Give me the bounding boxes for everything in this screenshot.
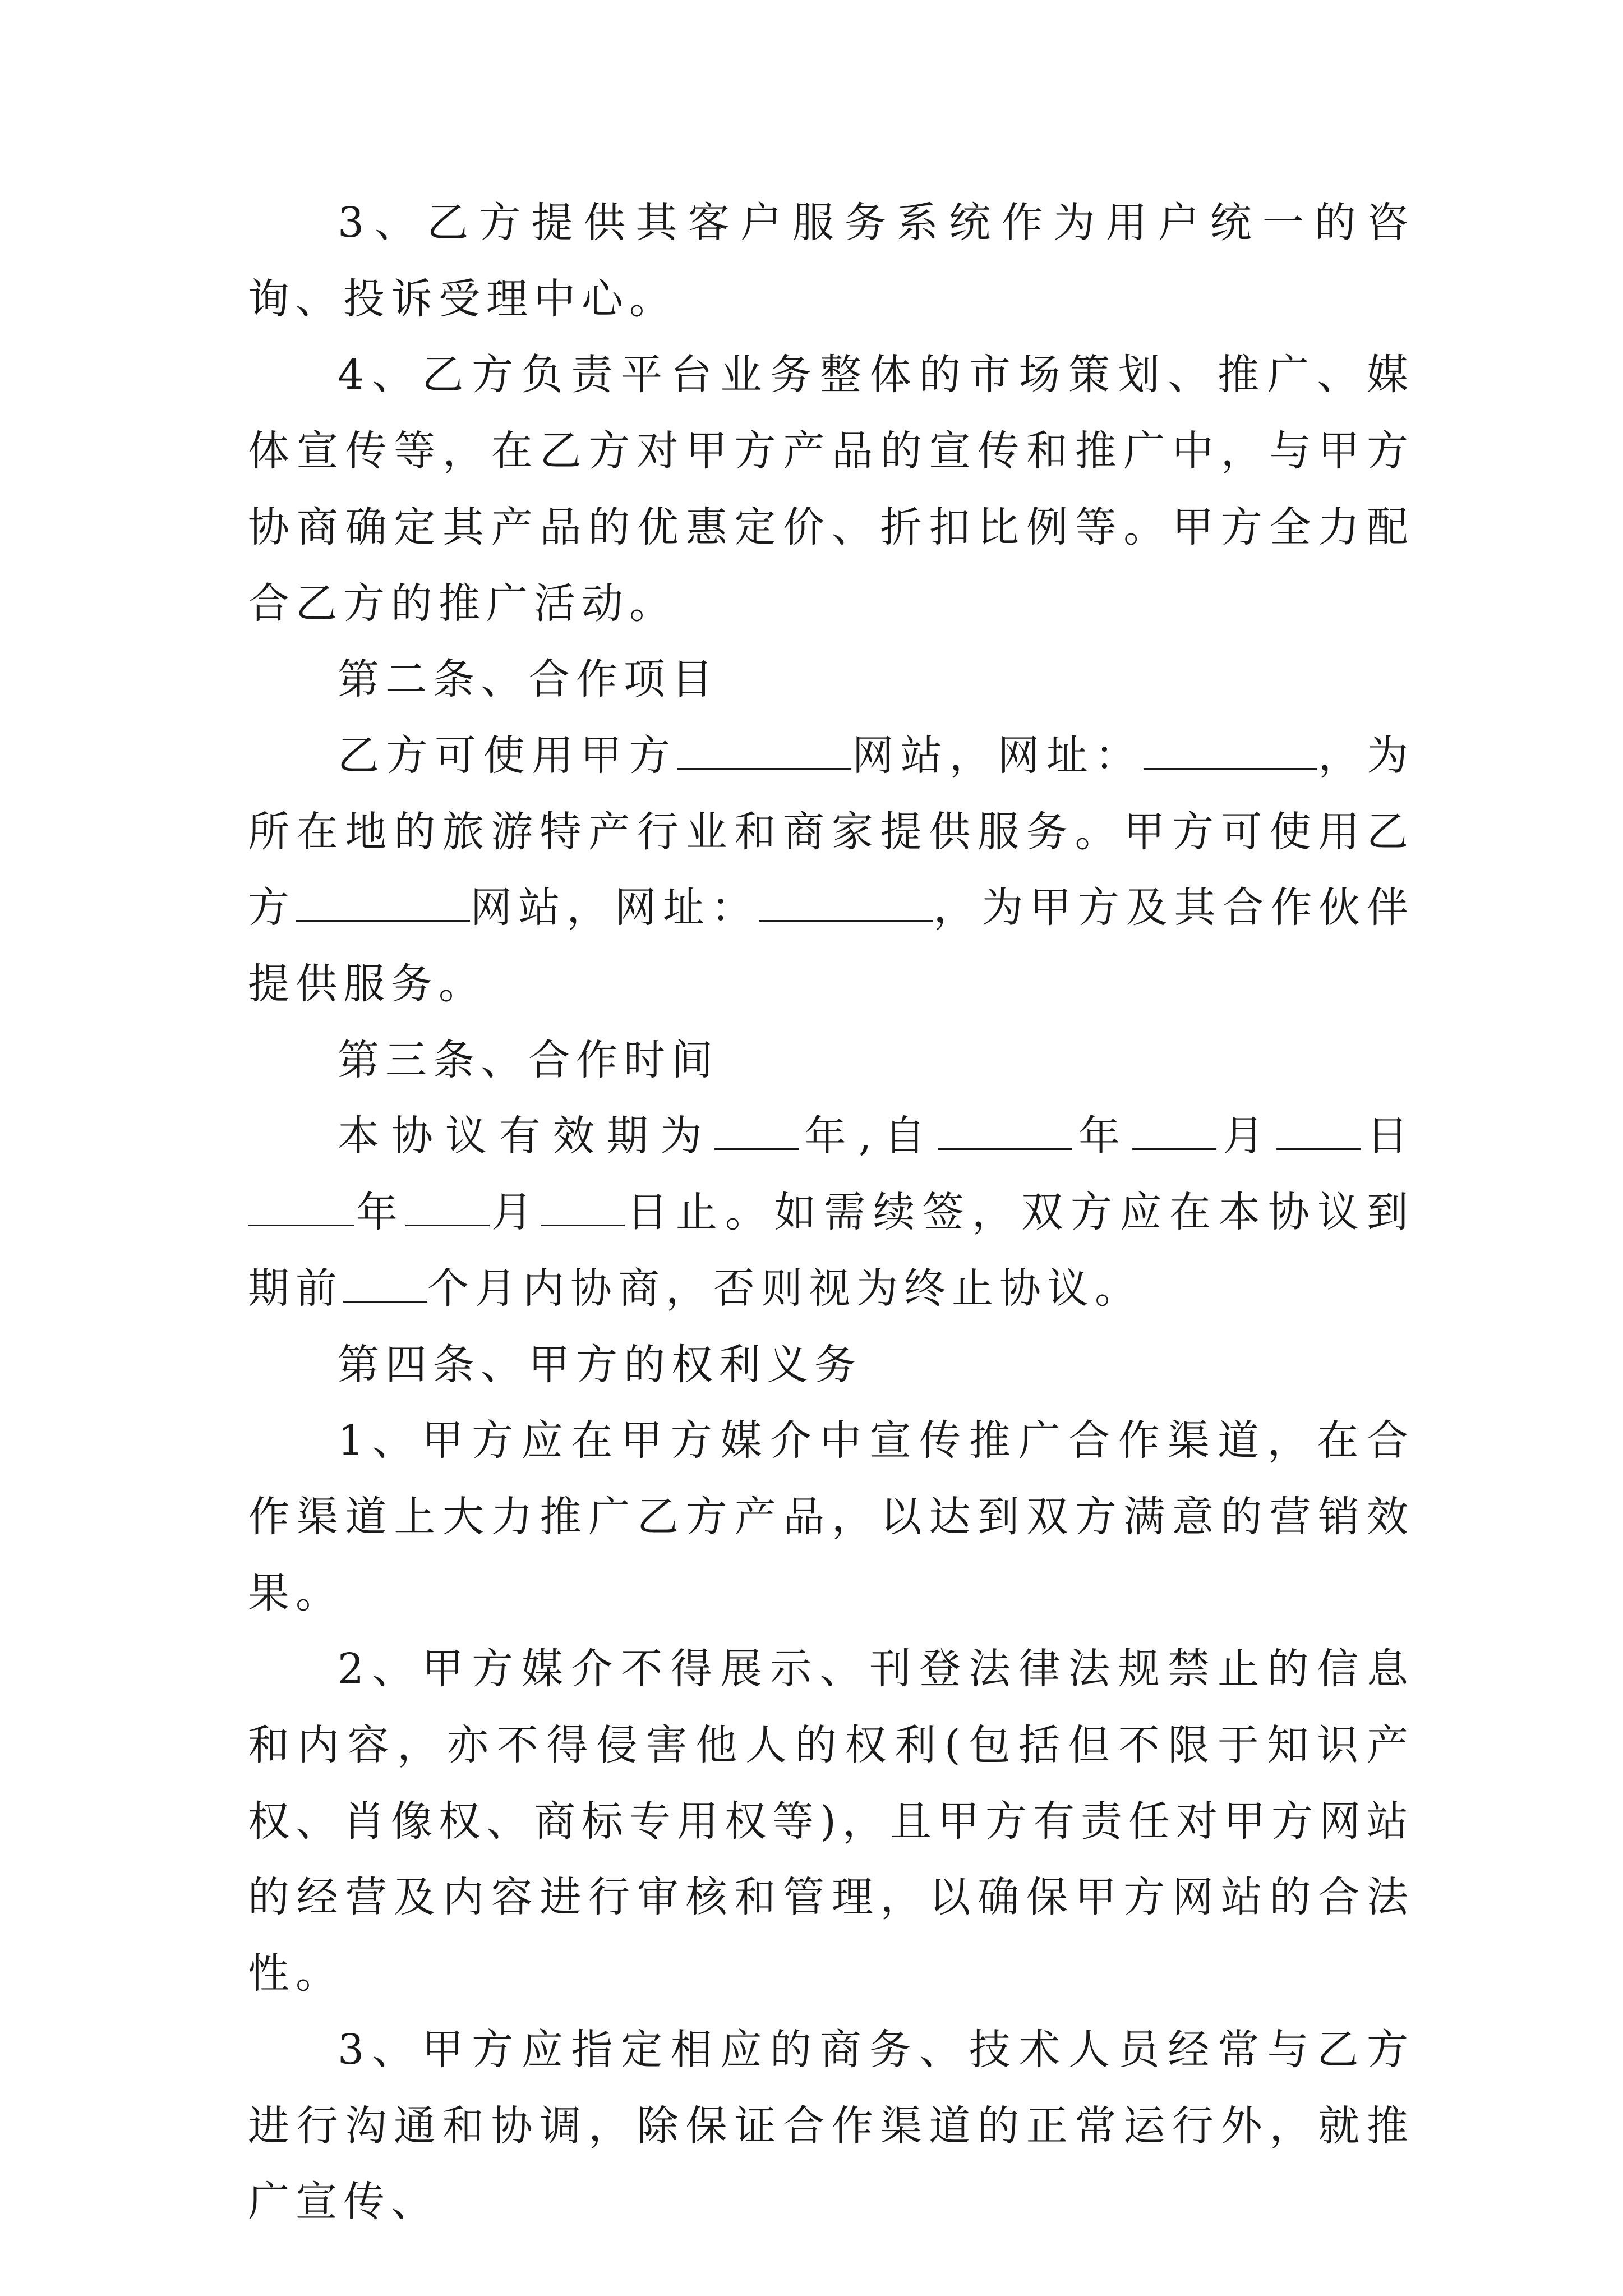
- blank-field: [405, 1185, 490, 1226]
- blank-field: [541, 1185, 625, 1226]
- article-2-heading: 第二条、合作项目: [338, 655, 719, 704]
- text-segment: 年: [354, 1188, 405, 1237]
- text-segment: 网站，网址：: [851, 731, 1144, 780]
- article-3-heading: 第三条、合作时间: [338, 1036, 719, 1084]
- text-segment: 个月内协商，否则视为终止协议。: [427, 1264, 1142, 1313]
- blank-field: [296, 881, 470, 922]
- article-4-heading: 第四条、甲方的权利义务: [338, 1340, 862, 1389]
- text-segment: ，为甲方及其合作伙伴提供服务。: [248, 884, 1415, 1009]
- blank-field: [1276, 1109, 1361, 1150]
- text-segment: 日止。如需续签，双方应在本协议到期前: [248, 1188, 1414, 1313]
- blank-field: [248, 1185, 354, 1226]
- article-4-item-2: 2、甲方媒介不得展示、刊登法律法规禁止的信息和内容，亦不得侵害他人的权利(包括但不限于知识产权、肖像权、商标专用权等)，且甲方有责任对甲方网站的经营及内容进行审核和管理，以确保甲方网站的合法性。: [248, 1645, 1414, 1998]
- article-2-paragraph: [248, 718, 1414, 1023]
- blank-field: [1132, 1109, 1216, 1150]
- text-segment: 网站，网址：: [469, 884, 759, 932]
- paragraph-4-marketing: 4、乙方负责平台业务整体的市场策划、推广、媒体宣传等，在乙方对甲方产品的宣传和推广中，与甲方协商确定其产品的优惠定价、折扣比例等。甲方全力配合乙方的推广活动。: [248, 351, 1414, 628]
- text-segment: 月: [490, 1188, 541, 1237]
- document-body: [248, 185, 1414, 2240]
- blank-field: [343, 1262, 427, 1303]
- blank-field: [759, 881, 933, 922]
- paragraph-3-customer-service: 3、乙方提供其客户服务系统作为用户统一的咨询、投诉受理中心。: [248, 199, 1414, 323]
- text-segment: ，为所在地的旅游特产行业和商家提供服务。甲方可使用乙方: [248, 731, 1414, 932]
- text-segment: 日: [1361, 1112, 1415, 1161]
- article-4-item-1: 1、甲方应在甲方媒介中宣传推广合作渠道，在合作渠道上大力推广乙方产品，以达到双方满意的营销效果。: [248, 1416, 1414, 1617]
- blank-field: [1144, 729, 1317, 770]
- text-segment: 本协议有效期为: [338, 1112, 714, 1161]
- blank-field: [714, 1109, 799, 1150]
- blank-field: [938, 1109, 1072, 1150]
- text-segment: 年: [1072, 1112, 1133, 1161]
- article-4-item-3: 3、甲方应指定相应的商务、技术人员经常与乙方进行沟通和协调，除保证合作渠道的正常运行外，就推广宣传、: [248, 2025, 1414, 2226]
- text-segment: 乙方可使用甲方: [338, 731, 677, 780]
- blank-field: [677, 729, 851, 770]
- text-segment: 月: [1216, 1112, 1277, 1161]
- text-segment: 年,自: [798, 1112, 938, 1161]
- article-3-paragraph: [248, 1098, 1414, 1327]
